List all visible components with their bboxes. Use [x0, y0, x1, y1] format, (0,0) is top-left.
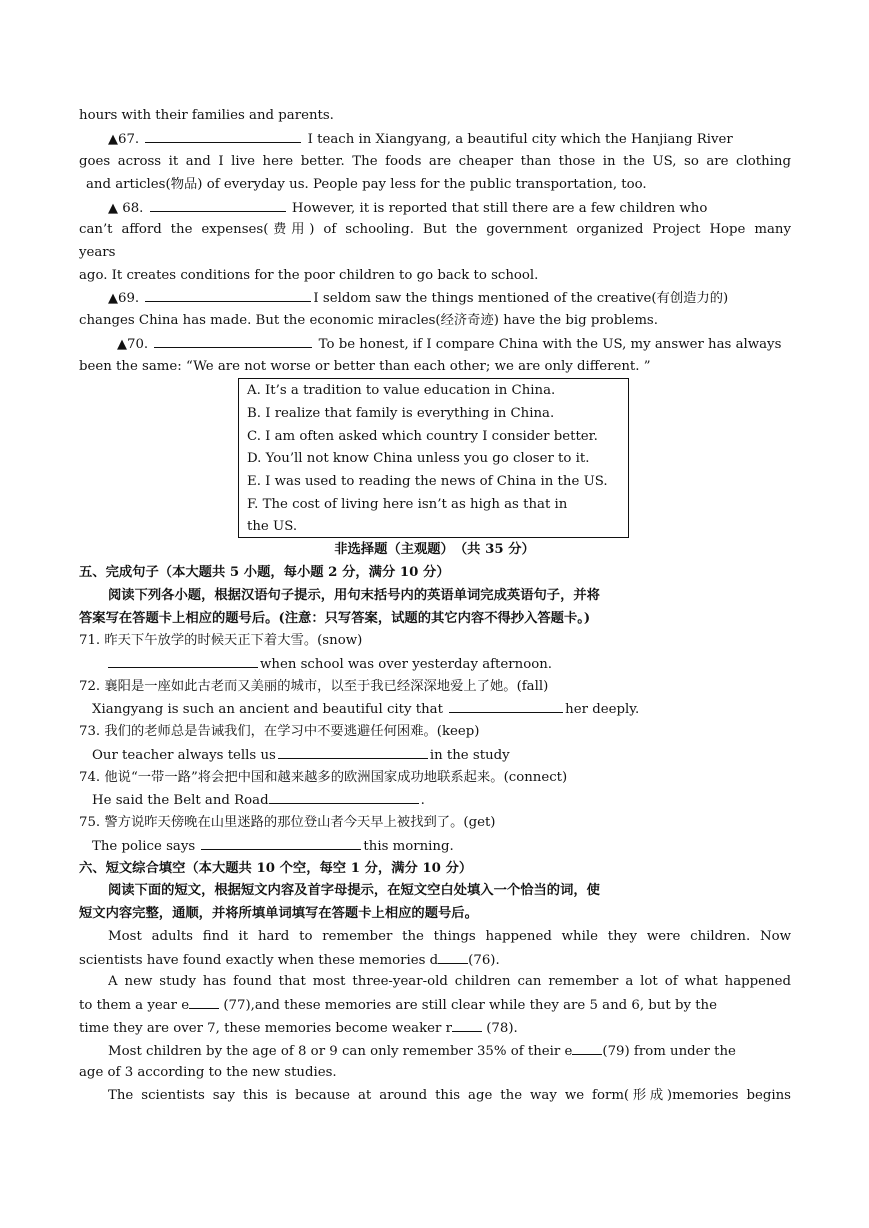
section-6-instructions: 短文内容完整，通顺，并将所填单词填写在答题卡上相应的题号后。: [79, 906, 478, 921]
option-f-cont: the US.: [247, 519, 298, 534]
option-d: D. You’ll not know China unless you go closer to it.: [247, 451, 590, 466]
section-5-instructions: 阅读下列各小题，根据汉语句子提示，用句末括号内的英语单词完成英语句子，并将: [108, 588, 600, 603]
triangle-icon: ▲: [117, 337, 127, 352]
options-box: [238, 378, 629, 538]
text-line: can’t afford the expenses(费用) of schooling. But the government organized Project Hope many: [79, 222, 791, 237]
answer-blank-71[interactable]: [108, 653, 258, 668]
answer-blank-78[interactable]: [452, 1017, 482, 1032]
question-74-en: He said the Belt and Road .: [92, 789, 791, 811]
question-68: ▲ 68. However, it is reported that still there are a few children who: [108, 197, 791, 219]
text-line: goes across it and I live here better. The foods are cheaper than those in the US, so are clothing: [79, 154, 791, 169]
question-72-cn: 72. 襄阳是一座如此古老而又美丽的城市，以至于我已经深深地爱上了她。(fall): [79, 679, 549, 694]
question-70: ▲70. To be honest, if I compare China with the US, my answer has always: [117, 333, 791, 355]
answer-blank-75[interactable]: [201, 835, 361, 850]
answer-blank-79[interactable]: [572, 1040, 602, 1055]
question-67: ▲67. I teach in Xiangyang, a beautiful city which the Hanjiang River: [108, 128, 791, 150]
text-line: ago. It creates conditions for the poor children to go back to school.: [79, 268, 539, 283]
passage-line: A new study has found that most three-year-old children can remember a lot of what happened: [108, 974, 791, 989]
answer-blank-67[interactable]: [145, 128, 301, 143]
section-6-title: 六、短文综合填空（本大题共 10 个空，每空 1 分，满分 10 分）: [79, 861, 473, 876]
question-72-en: Xiangyang is such an ancient and beautiful city that her deeply.: [92, 698, 791, 720]
passage-line: Most children by the age of 8 or 9 can only remember 35% of their e (79) from under the: [108, 1040, 791, 1062]
question-75-en: The police says this morning.: [92, 835, 791, 857]
question-71-cn: 71. 昨天下午放学的时候天正下着大雪。(snow): [79, 633, 363, 648]
option-c: C. I am often asked which country I consider better.: [247, 429, 598, 444]
option-f: F. The cost of living here isn’t as high as that in: [247, 497, 568, 512]
text-line: changes China has made. But the economic miracles(经济奇迹) have the big problems.: [79, 313, 658, 328]
question-71-en: when school was over yesterday afternoon.: [108, 653, 791, 675]
answer-blank-74[interactable]: [269, 789, 419, 804]
answer-blank-77[interactable]: [189, 994, 219, 1009]
text-line: and articles(物品) of everyday us. People pay less for the public transportation, too.: [86, 177, 647, 192]
section-heading: 非选择题（主观题） （共 35 分）: [334, 542, 535, 557]
answer-blank-73[interactable]: [278, 744, 428, 759]
option-b: B. I realize that family is everything in China.: [247, 406, 555, 421]
section-5-title: 五、完成句子（本大题共 5 小题，每小题 2 分，满分 10 分）: [79, 565, 450, 580]
text-line: been the same: “We are not worse or better than each other; we are only different. ”: [79, 359, 651, 374]
answer-blank-76[interactable]: [438, 949, 468, 964]
triangle-icon: ▲: [108, 132, 118, 147]
question-75-cn: 75. 警方说昨天傍晚在山里迷路的那位登山者今天早上被找到了。(get): [79, 815, 496, 830]
passage-line: The scientists say this is because at around this age the way we form(形成)memories begins: [108, 1088, 791, 1103]
triangle-icon: ▲: [108, 291, 118, 306]
passage-line: time they are over 7, these memories become weaker r (78).: [79, 1017, 791, 1039]
answer-blank-70[interactable]: [154, 333, 312, 348]
passage-line: age of 3 according to the new studies.: [79, 1065, 337, 1080]
answer-blank-72[interactable]: [449, 698, 563, 713]
section-5-instructions: 答案写在答题卡上相应的题号后。(注意：只写答案，试题的其它内容不得抄入答题卡。): [79, 611, 591, 626]
passage-line: scientists have found exactly when these memories d (76).: [79, 949, 791, 971]
passage-line: Most adults find it hard to remember the things happened while they were children. Now: [108, 929, 791, 944]
question-69: ▲69. I seldom saw the things mentioned of the creative(有创造力的): [108, 287, 791, 309]
option-e: E. I was used to reading the news of China in the US.: [247, 474, 608, 489]
answer-blank-68[interactable]: [150, 197, 286, 212]
answer-blank-69[interactable]: [145, 287, 311, 302]
section-6-instructions: 阅读下面的短文，根据短文内容及首字母提示，在短文空白处填入一个恰当的词，使: [108, 883, 600, 898]
text-line: hours with their families and parents.: [79, 108, 334, 123]
passage-line: to them a year e (77),and these memories are still clear while they are 5 and 6, but by the: [79, 994, 791, 1016]
option-a: A. It’s a tradition to value education in China.: [247, 383, 556, 398]
question-73-cn: 73. 我们的老师总是告诫我们，在学习中不要逃避任何困难。(keep): [79, 724, 480, 739]
question-74-cn: 74. 他说“一带一路”将会把中国和越来越多的欧洲国家成功地联系起来。(connect): [79, 770, 568, 785]
question-73-en: Our teacher always tells us in the study: [92, 744, 791, 766]
text-line: years: [79, 245, 116, 260]
triangle-icon: ▲: [108, 201, 118, 216]
